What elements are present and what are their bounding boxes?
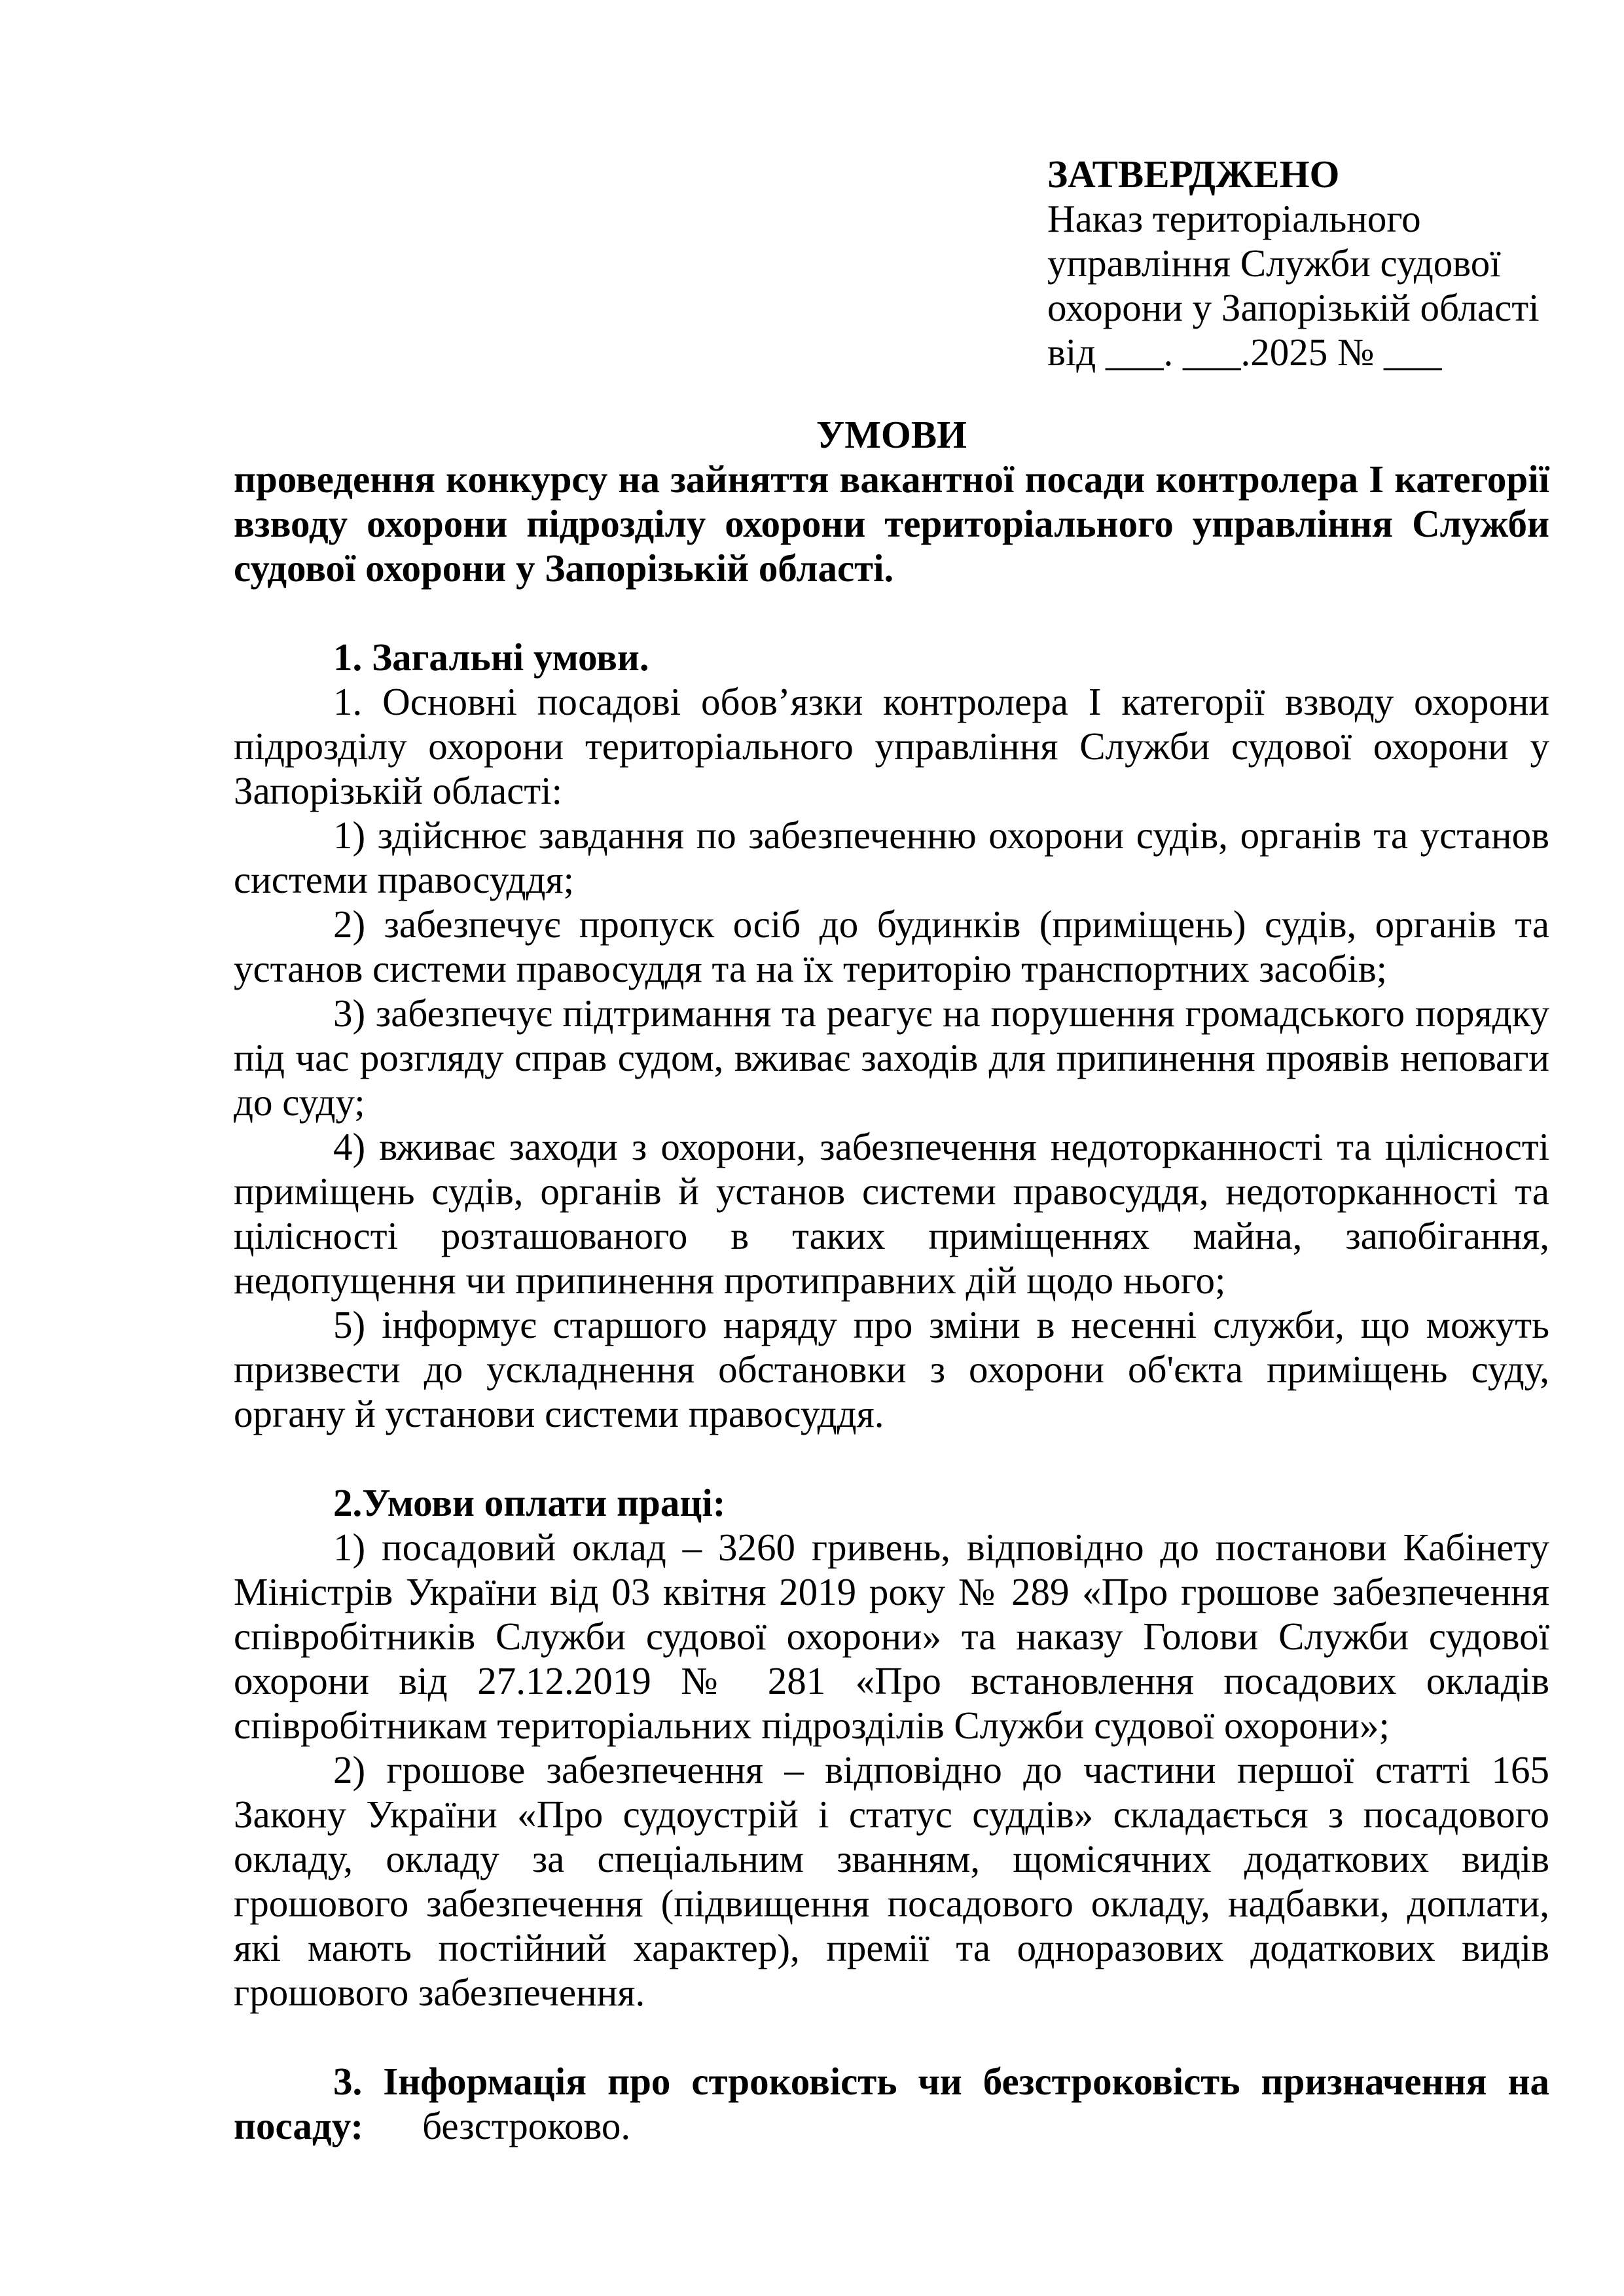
document-body	[234, 635, 1549, 2148]
section-heading: 3. Інформація про строковість чи безстроковість призначення на посаду:	[234, 2060, 1549, 2147]
section-heading: 2.Умови оплати праці:	[333, 1481, 726, 1524]
spacer	[234, 2015, 1549, 2059]
list-item: 5) інформує старшого наряду про зміни в несенні служби, що можуть призвести до ускладнення обстановки з охорони об'єкта приміщень суду, органу й установи системи правосуддя.	[234, 1303, 1549, 1435]
title-block	[234, 412, 1549, 590]
list-item: 3) забезпечує підтримання та реагує на порушення громадського порядку під час розгляду справ судом, вживає заходів для припинення проявів неповаги до суду;	[234, 992, 1549, 1124]
list-item: 2) забезпечує пропуск осіб до будинків (приміщень) судів, органів та установ системи правосуддя та на їх територію транспортних засобів;	[234, 903, 1549, 990]
list-item: 1) посадовий оклад – 3260 гривень, відповідно до постанови Кабінету Міністрів України від 03 квітня 2019 року № 289 «Про грошове забезпечення співробітників Служби судової охорони» та наказу Голови Служби судової охорони від 27.12.2019 № 281 «Про встановлення посадових окладів співробітникам територіальних підрозділів Служби судової охорони»;	[234, 1526, 1549, 1747]
list-item: 4) вживає заходи з охорони, забезпечення недоторканності та цілісності приміщень судів, органів й установ системи правосуддя, недоторканності та цілісності розташованого в таких приміщеннях майна, запобігання, недопущення чи припинення протиправних дій щодо нього;	[234, 1125, 1549, 1302]
paragraph: 1. Основні посадові обов’язки контролера І категорії взводу охорони підрозділу охорони територіального управління Служби судової охорони у Запорізькій області:	[234, 680, 1549, 812]
approval-line: управління Служби судової	[1047, 242, 1501, 285]
section-paragraph	[234, 2059, 1549, 2148]
approval-stamp	[1047, 152, 1558, 374]
approval-title: ЗАТВЕРДЖЕНО	[1047, 152, 1340, 196]
spacer	[234, 1436, 1549, 1480]
approval-line: охорони у Запорізькій області	[1047, 286, 1540, 329]
document-subtitle: проведення конкурсу на зайняття вакантної посади контролера І категорії взводу охорони підрозділу охорони територіального управління Служби судової охорони у Запорізькій області.	[234, 457, 1549, 590]
approval-line: від ___. ___.2025 № ___	[1047, 331, 1442, 374]
section-heading: 1. Загальні умови.	[333, 636, 649, 679]
list-item: 1) здійснює завдання по забезпеченню охорони судів, органів та установ системи правосуддя;	[234, 814, 1549, 901]
document-title: УМОВИ	[816, 413, 967, 456]
term-value: безстроково.	[422, 2104, 631, 2147]
list-item: 2) грошове забезпечення – відповідно до частини першої статті 165 Закону України «Про судоустрій і статус суддів» складається з посадового окладу, окладу за спеціальним званням, щомісячних додаткових видів грошового забезпечення (підвищення посадового окладу, надбавки, доплати, які мають постійний характер), премії та одноразових додаткових видів грошового забезпечення.	[234, 1748, 1549, 2014]
approval-line: Наказ територіального	[1047, 197, 1421, 240]
